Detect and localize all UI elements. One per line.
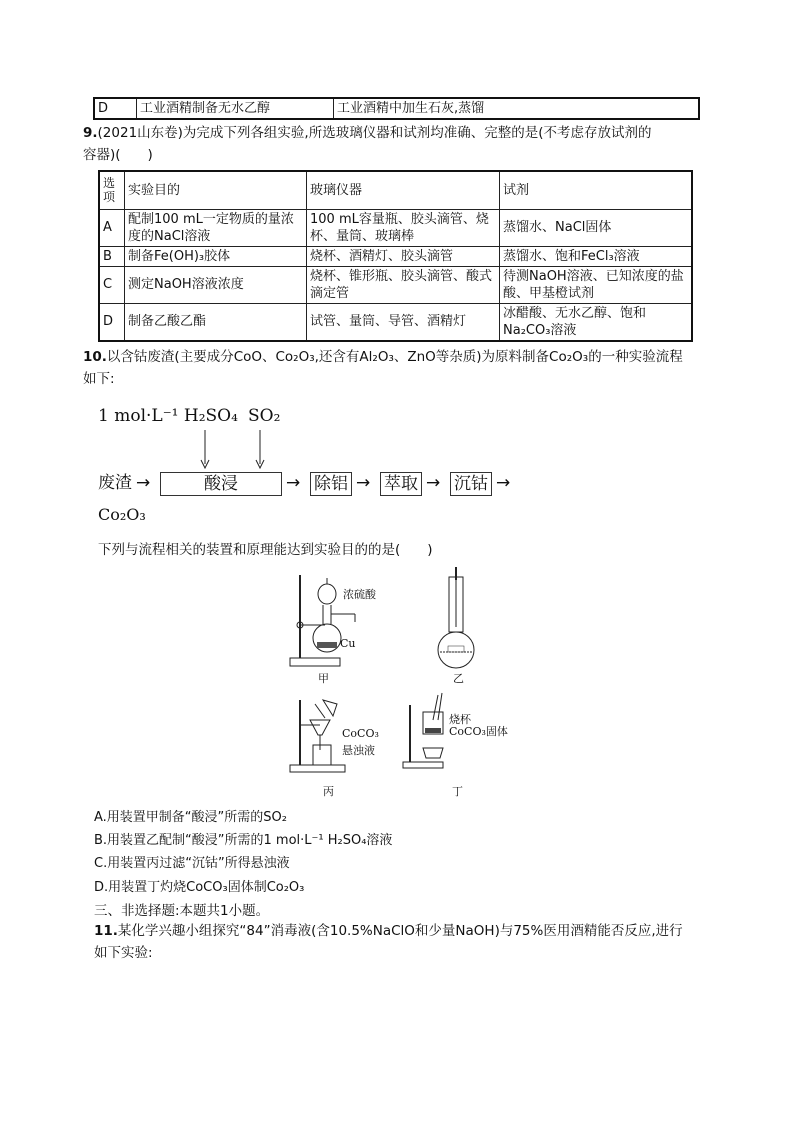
label-suspension: 悬浊液 [342,744,375,757]
section-heading: 三、非选择题:本题共1小题。 [94,903,270,919]
apparatus-ding [398,690,453,780]
flow-step-extract: 萃取 [380,472,422,496]
apparatus-yi [435,562,485,672]
arrow-icon: → [426,473,441,493]
question-number: 9. [83,125,98,141]
apparatus-jia [285,570,375,670]
header-purpose: 实验目的 [125,171,307,209]
flow-product: Co₂O₃ [98,505,146,524]
cell-reagent: 蒸馏水、饱和FeCl₃溶液 [500,246,693,266]
caption-jia: 甲 [318,672,329,685]
cell-glass: 烧杯、酒精灯、胶头滴管 [307,246,500,266]
flow-start: 废渣 [98,473,132,493]
cell-purpose: 工业酒精制备无水乙醇 [137,98,334,119]
question-text-cont: 如下: [83,371,115,387]
flow-reagent-h2so4: 1 mol·L⁻¹ H₂SO₄ [98,406,238,426]
question-text: (2021山东卷)为完成下列各组实验,所选玻璃仪器和试剂均准确、完整的是(不考虑存放试剂的 [97,125,652,141]
caption-ding: 丁 [452,785,463,798]
label-cu: Cu [340,637,356,650]
option-c: C.用装置丙过滤“沉钴”所得悬浊液 [94,856,290,871]
cell-option: A [99,209,125,246]
cell-option: C [99,266,125,303]
flow-step-remove-al: 除铝 [310,472,352,496]
question-10 [83,346,703,390]
cell-purpose: 制备乙酸乙酯 [125,303,307,341]
question-text: 某化学兴趣小组探究“84”消毒液(含10.5%NaClO和少量NaOH)与75%医用酒精能否反应,进行 [117,923,683,939]
cell-method: 工业酒精中加生石灰,蒸馏 [334,98,700,119]
question-number: 10. [83,349,107,365]
cell-reagent: 待测NaOH溶液、已知浓度的盐酸、甲基橙试剂 [500,266,693,303]
label-coco3: CoCO₃ [342,727,379,740]
cell-glass: 试管、量筒、导管、酒精灯 [307,303,500,341]
question-number: 11. [94,923,118,939]
flow-down-arrows [190,428,280,470]
flow-step-acid-leach: 酸浸 [160,472,282,496]
flow-reagent-so2: SO₂ [248,406,281,426]
cell-glass: 100 mL容量瓶、胶头滴管、烧杯、量筒、玻璃棒 [307,209,500,246]
table-row [99,209,692,246]
table-row [99,266,692,303]
option-a: A.用装置甲制备“酸浸”所需的SO₂ [94,810,287,825]
arrow-icon: → [356,473,371,493]
question-text: 以含钴废渣(主要成分CoO、Co₂O₃,还含有Al₂O₃、ZnO等杂质)为原料制备Co₂O₃的一种实验流程 [106,349,683,365]
option-b: B.用装置乙配制“酸浸”所需的1 mol·L⁻¹ H₂SO₄溶液 [94,833,393,848]
cell-reagent: 冰醋酸、无水乙醇、饱和Na₂CO₃溶液 [500,303,693,341]
prev-table [93,97,700,120]
question-9 [83,122,703,166]
arrow-icon: → [496,473,511,493]
table-row [99,303,692,341]
header-option: 选项 [99,171,125,209]
label-conc-h2so4: 浓硫酸 [343,588,376,601]
cell-option: B [99,246,125,266]
question-text-cont: 如下实验: [94,945,153,961]
question-text-cont: 容器)( ) [83,147,153,163]
cell-reagent: 蒸馏水、NaCl固体 [500,209,693,246]
cell-glass: 烧杯、锥形瓶、胶头滴管、酸式滴定管 [307,266,500,303]
cell-purpose: 测定NaOH溶液浓度 [125,266,307,303]
table-9 [98,170,693,342]
option-d: D.用装置丁灼烧CoCO₃固体制Co₂O₃ [94,880,305,895]
question-10-stem: 下列与流程相关的装置和原理能达到实验目的的是( ) [98,542,433,558]
cell-purpose: 制备Fe(OH)₃胶体 [125,246,307,266]
arrow-icon: → [286,473,301,493]
table-row [99,246,692,266]
question-11 [94,920,714,964]
cell-option: D [99,303,125,341]
cell-option: D [94,98,137,119]
header-glass: 玻璃仪器 [307,171,500,209]
label-coco3-solid: CoCO₃固体 [449,725,508,738]
header-reagent: 试剂 [500,171,693,209]
label-beaker: 烧杯 [449,713,471,726]
table-row [94,98,699,119]
flow-step-precipitate: 沉钴 [450,472,492,496]
arrow-icon: → [136,473,151,493]
caption-bing: 丙 [323,785,334,798]
caption-yi: 乙 [453,672,464,685]
table-header-row [99,171,692,209]
cell-purpose: 配制100 mL一定物质的量浓度的NaCl溶液 [125,209,307,246]
